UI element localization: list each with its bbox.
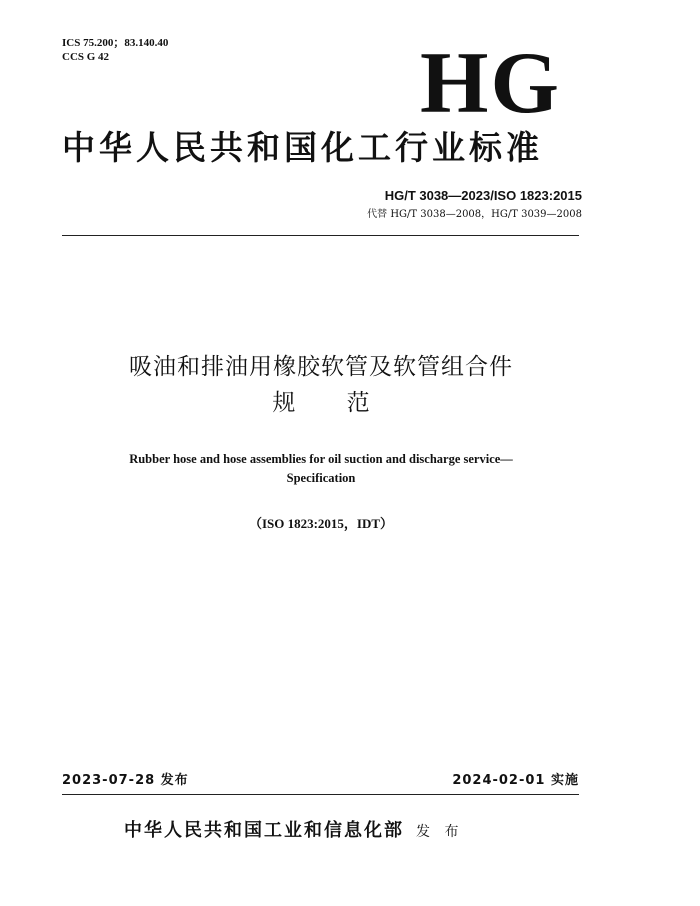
publisher-name: 中华人民共和国工业和信息化部 <box>124 820 404 841</box>
bottom-divider <box>62 794 579 795</box>
implementation-date: 2024-02-01 实施 <box>452 773 579 788</box>
title-chinese-line2: 规 范 <box>272 390 370 416</box>
issue-label: 发 布 <box>416 824 461 840</box>
replaces-note: 代替 HG/T 3038—2008，HG/T 3039—2008 <box>367 209 582 220</box>
ccs-code: CCS G 42 <box>62 51 110 63</box>
standard-number: HG/T 3038—2023/ISO 1823:2015 <box>384 188 582 203</box>
publisher-line <box>124 818 460 845</box>
iso-equivalence: （ISO 1823:2015，IDT） <box>248 516 394 531</box>
hg-logo: HG <box>420 35 561 132</box>
publication-date: 2023-07-28 发布 <box>62 773 189 788</box>
top-divider <box>62 235 579 236</box>
title-english-line2: Specification <box>286 471 356 485</box>
ics-code: ICS 75.200；83.140.40 <box>62 37 169 49</box>
title-english-line1: Rubber hose and hose assemblies for oil suction and discharge service— <box>129 452 513 466</box>
standard-category: 中华人民共和国化工行业标准 <box>62 128 543 167</box>
classification-codes <box>62 36 168 64</box>
title-chinese-line1: 吸油和排油用橡胶软管及软管组合件 <box>129 354 513 380</box>
